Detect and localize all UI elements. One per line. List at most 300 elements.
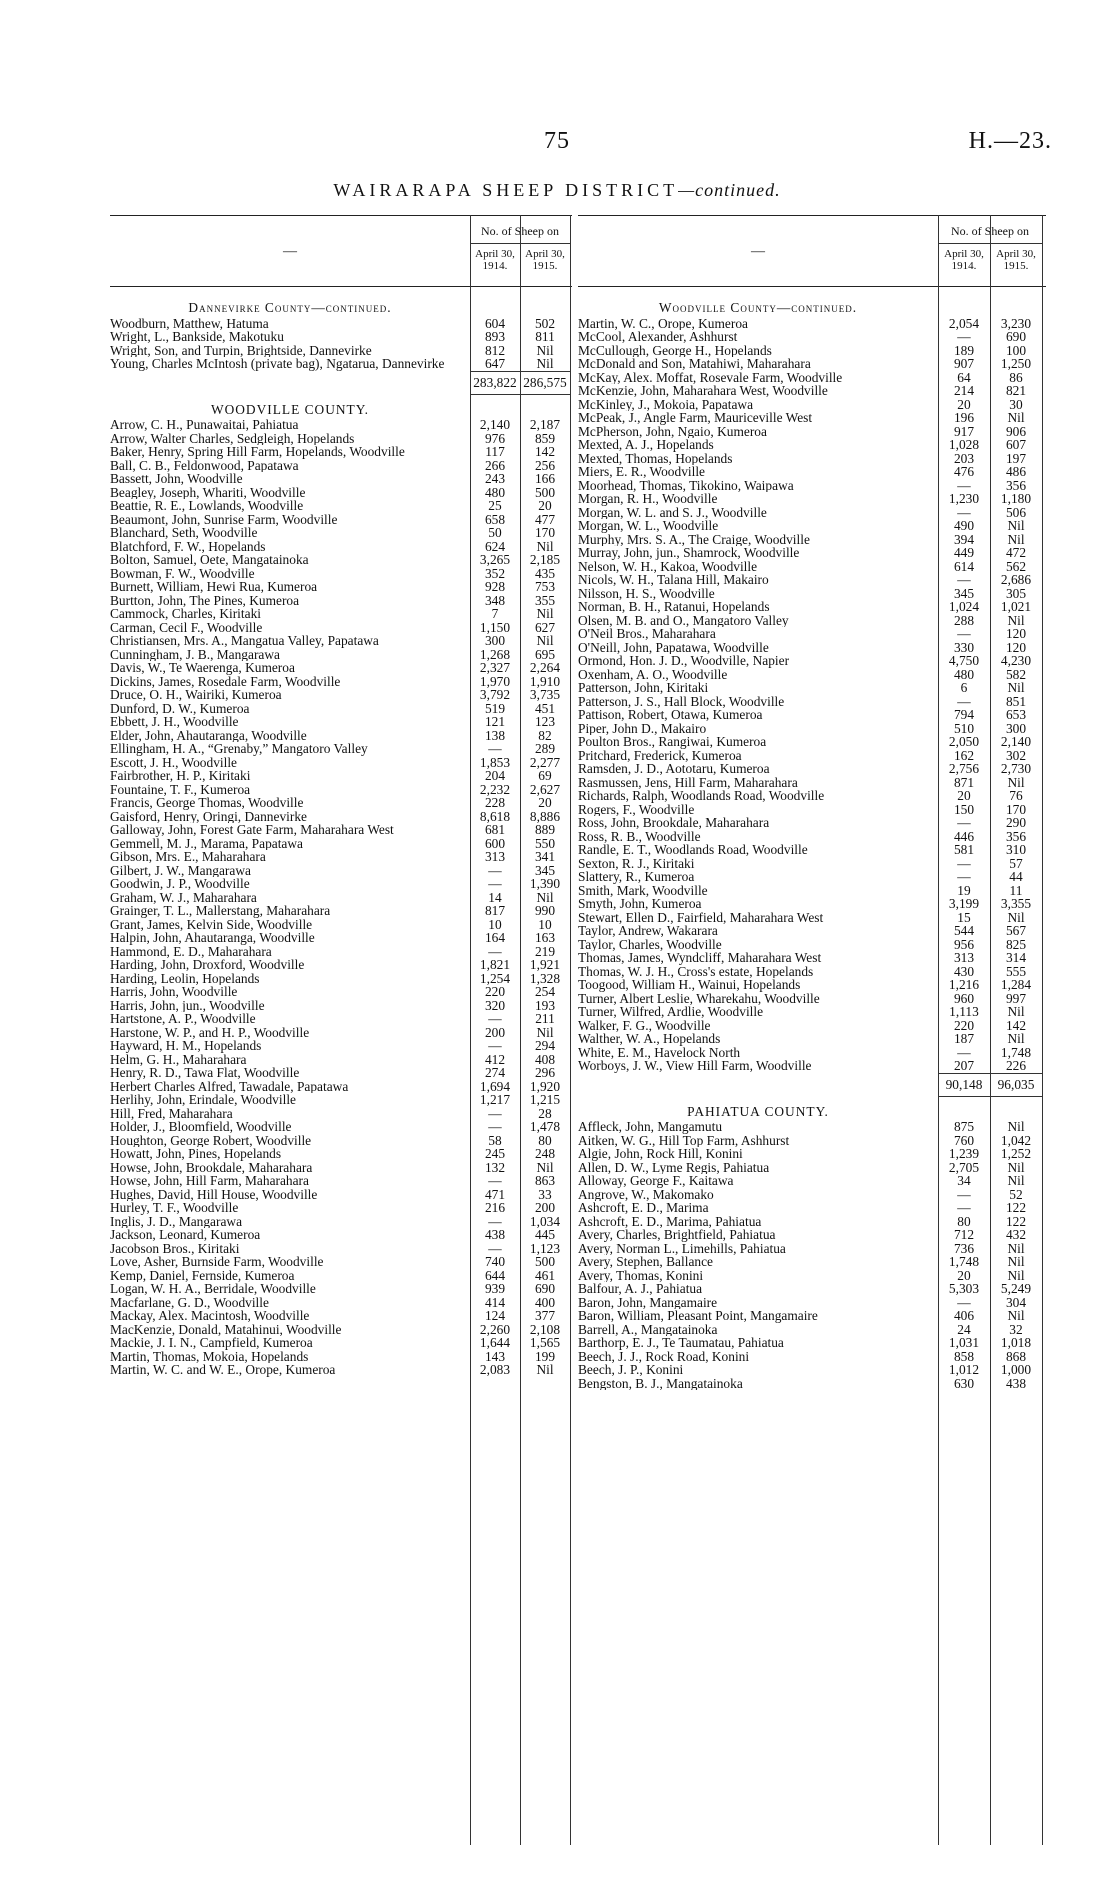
sheep-1914: 8,618: [479, 808, 511, 824]
sheep-1914: 4,750: [948, 653, 980, 668]
sheep-1915: 345: [534, 862, 556, 878]
sheep-1914: 875: [953, 1119, 975, 1134]
sheep-1914: 320: [484, 997, 506, 1013]
table-row: [578, 668, 1046, 682]
table-row: [578, 1201, 1046, 1215]
total-row: [578, 1073, 1046, 1097]
owner-name: Rasmussen, Jens, Hill Farm, Maharahara: [578, 775, 798, 789]
sheep-1914: 124: [484, 1308, 506, 1323]
owner-name: McCullough, George H., Hopelands: [578, 343, 772, 357]
total-spacer: [110, 371, 470, 395]
sheep-1915: 2,627: [529, 781, 561, 797]
owner-name: Martin, W. C. and W. E., Orope, Kumeroa: [110, 1363, 336, 1377]
sheep-1915: 199: [534, 1348, 556, 1364]
table-row: [110, 1336, 572, 1350]
sheep-1915: 690: [534, 1281, 556, 1296]
sheep-1915: 120: [1005, 639, 1027, 655]
sheep-1915: 859: [534, 430, 556, 446]
table-row: [110, 580, 572, 594]
owner-name: Mexted, A. J., Hopelands: [578, 438, 714, 452]
owner-name: Mackay, Alex. Macintosh, Woodville: [110, 1309, 310, 1323]
table-row: [578, 654, 1046, 668]
sheep-1914: 1,216: [948, 977, 980, 992]
owner-name: Bengston, B. J., Mangatainoka: [578, 1376, 743, 1390]
table-row: [110, 1309, 572, 1323]
sheep-1914: 600: [484, 835, 506, 851]
owner-name: Avery, Norman L., Limehills, Pahiatua: [578, 1241, 786, 1255]
owner-name: Ramsden, J. D., Aototaru, Kumeroa: [578, 762, 770, 776]
table-row: [578, 1188, 1046, 1202]
table-row: [578, 506, 1046, 520]
owner-name: Hill, Fred, Maharahara: [110, 1106, 233, 1120]
owner-name: Walker, F. G., Woodville: [578, 1018, 711, 1032]
sheep-1914: 10: [488, 916, 502, 932]
owner-name: Dunford, D. W., Kumeroa: [110, 701, 250, 715]
table-row: [110, 418, 572, 432]
table-row: [578, 1046, 1046, 1060]
table-row: [110, 1161, 572, 1175]
sheep-1915: 3,355: [1000, 896, 1032, 911]
table-row: [578, 776, 1046, 790]
sheep-1914: 243: [484, 471, 506, 486]
sheep-1914: 189: [953, 342, 975, 358]
owner-name: O'Neill, John, Papatawa, Woodville: [578, 640, 769, 654]
table-row: [578, 749, 1046, 763]
sheep-1915: 506: [1005, 504, 1027, 520]
sheep-1915: 990: [534, 903, 556, 918]
table-row: [578, 1296, 1046, 1310]
table-row: [578, 803, 1046, 817]
sheep-1914: —: [488, 943, 502, 959]
owner-name: Ball, C. B., Feldonwood, Papatawa: [110, 458, 299, 472]
sheep-1914: 20: [957, 788, 971, 803]
sheep-1914: 3,792: [479, 687, 511, 702]
table-row: [578, 762, 1046, 776]
owner-name: Morgan, R. H., Woodville: [578, 492, 718, 506]
owner-name: Beech, J. J., Rock Road, Konini: [578, 1349, 750, 1363]
sheep-1915: 5,249: [1000, 1281, 1032, 1296]
table-row: [578, 1161, 1046, 1175]
owner-name: Kemp, Daniel, Fernside, Kumeroa: [110, 1268, 295, 1282]
table-row: [110, 486, 572, 500]
owner-name: Galloway, John, Forest Gate Farm, Maharahara West: [110, 823, 394, 837]
sheep-1915: 314: [1005, 950, 1027, 965]
owner-name: Hayward, H. M., Hopelands: [110, 1039, 262, 1053]
table-row: [578, 1032, 1046, 1046]
sheep-1914: 138: [484, 727, 506, 743]
table-row: [578, 789, 1046, 803]
county-heading: WOODVILLE COUNTY.: [210, 401, 370, 417]
sheep-1915: 82: [538, 727, 552, 743]
sheep-1915: 341: [534, 849, 556, 864]
table-row: [578, 911, 1046, 925]
table-row: [578, 1350, 1046, 1364]
table-row: [578, 330, 1046, 344]
sheep-1914: 164: [484, 930, 506, 945]
sheep-1915: 1,284: [1000, 977, 1032, 992]
sheep-1914: 1,150: [479, 619, 511, 635]
table-row: [578, 1269, 1046, 1283]
table-row: [578, 1282, 1046, 1296]
table-row: [578, 951, 1046, 965]
owner-name: Sexton, R. J., Kiritaki: [578, 856, 695, 870]
table-row: [578, 695, 1046, 709]
owner-name: Richards, Ralph, Woodlands Road, Woodville: [578, 789, 825, 803]
table-row: [110, 972, 572, 986]
owner-name: Blatchford, F. W., Hopelands: [110, 539, 266, 553]
owner-name: White, E. M., Havelock North: [578, 1045, 741, 1059]
owner-name: Burtton, John, The Pines, Kumeroa: [110, 593, 300, 607]
table-row: [578, 1363, 1046, 1377]
owner-name: Stewart, Ellen D., Fairfield, Maharahara West: [578, 910, 824, 924]
county-heading: Dannevirke County—continued.: [188, 300, 392, 315]
table-row: [110, 567, 572, 581]
owner-name: MacKenzie, Donald, Matahinui, Woodville: [110, 1322, 342, 1336]
sheep-1915: 10: [538, 916, 552, 932]
sheep-1915: 219: [534, 943, 556, 959]
sheep-1915: 163: [534, 930, 556, 945]
sheep-1914: 20: [957, 396, 971, 412]
sheep-1914: 624: [484, 538, 506, 554]
sheep-1914: 476: [953, 464, 975, 479]
sheep-1915: 851: [1005, 693, 1027, 709]
sheep-1914: 681: [484, 822, 506, 837]
sheep-1915: 753: [534, 579, 556, 594]
sheep-1915: 2,187: [529, 417, 561, 432]
sheep-1915: Nil: [536, 606, 554, 621]
sheep-1915: 4,230: [1000, 653, 1032, 668]
table-row: [110, 1120, 572, 1134]
owner-name: Goodwin, J. P., Woodville: [110, 877, 250, 891]
sheep-1914: 245: [484, 1146, 506, 1161]
table-row: [110, 1296, 572, 1310]
owner-name: O'Neil Bros., Maharahara: [578, 627, 716, 641]
table-header: [578, 215, 1046, 287]
table-row: [578, 1242, 1046, 1256]
sheep-1915: 1,565: [529, 1335, 561, 1350]
owner-name: Piper, John D., Makairo: [578, 721, 707, 735]
owner-name: Ross, R. B., Woodville: [578, 829, 701, 843]
table-row: [578, 600, 1046, 614]
table-row: [110, 918, 572, 932]
table-row: [110, 715, 572, 729]
sheep-1915: 567: [1005, 923, 1027, 938]
table-row: [578, 992, 1046, 1006]
table-row: [110, 810, 572, 824]
sheep-1915: 562: [1005, 558, 1027, 574]
sheep-1914: 858: [953, 1348, 975, 1364]
sheep-1915: 11: [1009, 882, 1023, 898]
table-row: [578, 317, 1046, 331]
sheep-1915: 1,250: [1000, 356, 1032, 371]
table-row: [578, 492, 1046, 506]
table-row: [578, 1134, 1046, 1148]
owner-name: Burnett, William, Hewi Rua, Kumeroa: [110, 580, 318, 594]
sheep-1914: 614: [953, 558, 975, 574]
sheep-1914: 220: [953, 1017, 975, 1033]
owner-name: Howse, John, Hill Farm, Maharahara: [110, 1174, 309, 1188]
sheep-1914: 266: [484, 457, 506, 473]
sheep-1914: 6: [960, 680, 968, 695]
sheep-1915: 256: [534, 457, 556, 473]
sheep-1914: 288: [953, 612, 975, 628]
table-row: [110, 675, 572, 689]
sheep-1914: 117: [485, 444, 505, 459]
sheep-1915: 582: [1005, 666, 1027, 682]
sheep-1914: 162: [953, 747, 975, 763]
sheep-1914: —: [957, 1044, 971, 1060]
table-row: [578, 371, 1046, 385]
owner-name: Taylor, Andrew, Wakarara: [578, 924, 718, 938]
owner-name: Martin, W. C., Orope, Kumeroa: [578, 316, 748, 330]
owner-name: Hurley, T. F., Woodville: [110, 1201, 239, 1215]
page-title: [0, 180, 1114, 201]
owner-name: Norman, B. H., Ratanui, Hopelands: [578, 600, 770, 614]
owner-name: Hammond, E. D., Maharahara: [110, 944, 272, 958]
table-row: [110, 1255, 572, 1269]
table-row: [578, 830, 1046, 844]
sheep-1915: 1,390: [529, 876, 561, 891]
sheep-1914: 228: [484, 795, 506, 810]
sheep-1915: 57: [1009, 855, 1023, 871]
sheep-1915: Nil: [1007, 774, 1025, 790]
owner-name: Nelson, W. H., Kakoa, Woodville: [578, 559, 758, 573]
sheep-1914: 406: [953, 1308, 975, 1323]
owner-name: Beagley, Joseph, Whariti, Woodville: [110, 485, 306, 499]
sheep-1914: —: [488, 1213, 502, 1229]
owner-name: Poulton Bros., Rangiwai, Kumeroa: [578, 735, 767, 749]
table-row: [110, 459, 572, 473]
owner-name: Bolton, Samuel, Oete, Mangatainoka: [110, 553, 309, 567]
owner-name: Nicols, W. H., Talana Hill, Makairo: [578, 573, 769, 587]
sheep-1915: 868: [1005, 1348, 1027, 1364]
sheep-1915: 550: [534, 835, 556, 851]
sheep-1915: 653: [1005, 707, 1027, 722]
owner-name: Toogood, William H., Wainui, Hopelands: [578, 978, 801, 992]
table-row: [578, 884, 1046, 898]
sheep-1915: Nil: [1007, 1159, 1025, 1175]
total-1915: 286,575: [520, 371, 570, 395]
owner-name: Bassett, John, Woodville: [110, 472, 243, 486]
sheep-1915: 142: [1005, 1017, 1027, 1033]
owner-name: Fairbrother, H. P., Kiritaki: [110, 769, 251, 783]
owner-name: Algie, John, Rock Hill, Konini: [578, 1147, 743, 1161]
table-row: [110, 1080, 572, 1094]
sheep-1915: 8,886: [529, 808, 561, 824]
county-heading: Woodville County—continued.: [658, 300, 858, 315]
sheep-1914: 490: [953, 518, 975, 533]
sheep-1914: 330: [953, 639, 975, 655]
sheep-1914: —: [957, 855, 971, 871]
table-row: [578, 1005, 1046, 1019]
sheep-1915: 445: [534, 1227, 556, 1242]
sheep-1914: 449: [953, 545, 975, 560]
owner-name: Baker, Henry, Spring Hill Farm, Hopelands, Woodville: [110, 445, 405, 459]
table-row: [110, 1242, 572, 1256]
sheep-1914: —: [957, 1186, 971, 1202]
sheep-1914: 480: [953, 666, 975, 682]
sheep-1914: 19: [957, 882, 971, 898]
sheep-1914: 471: [484, 1186, 506, 1202]
sheep-1915: 997: [1005, 990, 1027, 1006]
owner-name: Randle, E. T., Woodlands Road, Woodville: [578, 843, 808, 857]
sheep-1914: 960: [953, 990, 975, 1006]
table-row: [110, 661, 572, 675]
owner-name: Pritchard, Frederick, Kumeroa: [578, 748, 742, 762]
sheep-1914: 817: [484, 903, 506, 918]
sheep-1914: —: [488, 1011, 502, 1026]
owner-name: Gibson, Mrs. E., Maharahara: [110, 850, 266, 864]
sheep-1915: 289: [534, 741, 556, 756]
owner-name: Allen, D. W., Lyme Regis, Pahiatua: [578, 1160, 770, 1174]
table-row: [578, 1228, 1046, 1242]
table-row: [110, 999, 572, 1013]
sheep-1914: 121: [484, 714, 506, 729]
sheep-1915: 122: [1005, 1200, 1027, 1215]
sheep-1914: 1,230: [948, 491, 980, 506]
sheep-1915: 863: [534, 1173, 556, 1188]
sheep-1914: 581: [953, 842, 975, 857]
table-row: [578, 546, 1046, 560]
sheep-1915: 2,277: [529, 754, 561, 770]
owner-name: Macfarlane, G. D., Woodville: [110, 1295, 269, 1309]
sheep-1915: 500: [534, 484, 556, 500]
sheep-1915: 627: [534, 619, 556, 635]
table-row: [578, 816, 1046, 830]
sheep-1914: 1,113: [949, 1004, 979, 1019]
sheep-1914: 187: [953, 1031, 975, 1046]
table-row: [578, 573, 1046, 587]
owner-name: Alloway, George F., Kaitawa: [578, 1174, 734, 1188]
table-row: [578, 857, 1046, 871]
sheep-1914: 1,217: [479, 1092, 511, 1107]
sheep-1915: 1,215: [529, 1092, 561, 1107]
sheep-1915: 305: [1005, 585, 1027, 601]
table-row: [578, 924, 1046, 938]
sheep-1915: 33: [538, 1186, 552, 1202]
page-number: 75: [544, 128, 570, 154]
sheep-1914: 196: [953, 410, 975, 425]
owner-name: Taylor, Charles, Woodville: [578, 937, 722, 951]
table-row: [110, 850, 572, 864]
total-1914: 90,148: [938, 1073, 990, 1097]
sheep-1914: 2,083: [479, 1362, 511, 1377]
owner-name: Martin, Thomas, Mokoia, Hopelands: [110, 1349, 309, 1363]
sheep-1915: 122: [1005, 1213, 1027, 1229]
header-dash: —: [751, 244, 765, 259]
sheep-1914: 2,050: [948, 734, 980, 749]
table-row: [110, 432, 572, 446]
owner-name: Harding, John, Droxford, Woodville: [110, 958, 305, 972]
sheep-1915: 1,748: [1000, 1044, 1032, 1060]
owner-name: Holder, J., Bloomfield, Woodville: [110, 1120, 292, 1134]
sheep-1915: 2,730: [1000, 761, 1032, 776]
sheep-1914: 24: [957, 1321, 971, 1337]
left-column: [110, 215, 572, 1845]
sheep-1914: 630: [953, 1375, 975, 1391]
owner-name: Beech, J. P., Konini: [578, 1363, 684, 1377]
owner-name: Davis, W., Te Waerenga, Kumeroa: [110, 661, 295, 675]
table-row: [578, 1377, 1046, 1391]
table-row: [110, 1350, 572, 1364]
sheep-1914: 216: [484, 1200, 506, 1215]
sheep-1915: 69: [538, 768, 552, 783]
owner-name: Ellingham, H. A., “Grenaby,” Mangatoro Valley: [110, 742, 368, 756]
table-row: [110, 621, 572, 635]
sheep-1915: 290: [1005, 815, 1027, 830]
table-row: [110, 702, 572, 716]
owner-name: Fountaine, T. F., Kumeroa: [110, 782, 251, 796]
sheep-1915: 197: [1005, 450, 1027, 466]
owner-name: Aitken, W. G., Hill Top Farm, Ashhurst: [578, 1133, 790, 1147]
header-sheep-group: No. of Sheep on: [481, 224, 559, 238]
sheep-1915: 461: [534, 1267, 556, 1283]
sheep-1915: 166: [534, 471, 556, 486]
table-row: [110, 648, 572, 662]
table-row: [110, 958, 572, 972]
owner-name: Ross, John, Brookdale, Maharahara: [578, 816, 770, 830]
table-row: [110, 1215, 572, 1229]
table-row: [110, 594, 572, 608]
sheep-1915: 86: [1009, 369, 1023, 385]
sheep-1914: 2,140: [479, 417, 511, 432]
owner-name: Herbert Charles Alfred, Tawadale, Papatawa: [110, 1079, 349, 1093]
sheep-1915: 356: [1005, 477, 1027, 493]
sheep-1915: Nil: [536, 889, 554, 905]
sheep-1914: —: [957, 504, 971, 520]
sheep-1915: 2,185: [529, 552, 561, 567]
sheep-1914: 1,970: [479, 673, 511, 689]
owner-name: McCool, Alexander, Ashhurst: [578, 330, 738, 344]
sheep-1914: 812: [484, 342, 506, 358]
table-row: [110, 1174, 572, 1188]
table-row: [110, 607, 572, 621]
sheep-1914: 893: [484, 329, 506, 344]
owner-name: Graham, W. J., Maharahara: [110, 890, 257, 904]
sheep-1915: 1,920: [529, 1078, 561, 1094]
owner-name: Avery, Thomas, Konini: [578, 1268, 704, 1282]
header-1915: April 30, 1915.: [996, 248, 1036, 272]
owner-name: Carman, Cecil F., Woodville: [110, 620, 263, 634]
sheep-1914: 200: [484, 1024, 506, 1040]
table-row: [110, 1107, 572, 1121]
sheep-1914: 20: [957, 1267, 971, 1283]
owner-name: Nilsson, H. S., Woodville: [578, 586, 715, 600]
owner-name: Miers, E. R., Woodville: [578, 465, 705, 479]
owner-name: Walther, W. A., Hopelands: [578, 1032, 721, 1046]
sheep-1914: 3,265: [479, 552, 511, 567]
table-row: [578, 1323, 1046, 1337]
table-row: [110, 1053, 572, 1067]
sheep-1914: 712: [953, 1227, 975, 1242]
sheep-1915: 123: [534, 714, 556, 729]
sheep-1915: 1,123: [529, 1240, 561, 1256]
table-row: [578, 438, 1046, 452]
table-row: [578, 465, 1046, 479]
owner-name: Escott, J. H., Woodville: [110, 755, 237, 769]
sheep-1915: 100: [1005, 342, 1027, 358]
owner-name: Blanchard, Seth, Woodville: [110, 526, 258, 540]
owner-name: McKenzie, John, Maharahara West, Woodville: [578, 384, 828, 398]
table-row: [578, 411, 1046, 425]
page-code: H.—23.: [968, 128, 1052, 154]
table-body: [578, 287, 1046, 1390]
owner-name: Baron, William, Pleasant Point, Mangamaire: [578, 1309, 818, 1323]
sheep-1915: 3,230: [1000, 315, 1032, 331]
sheep-1915: Nil: [1007, 1173, 1025, 1188]
table-row: [578, 1147, 1046, 1161]
sheep-1914: —: [488, 1105, 502, 1121]
